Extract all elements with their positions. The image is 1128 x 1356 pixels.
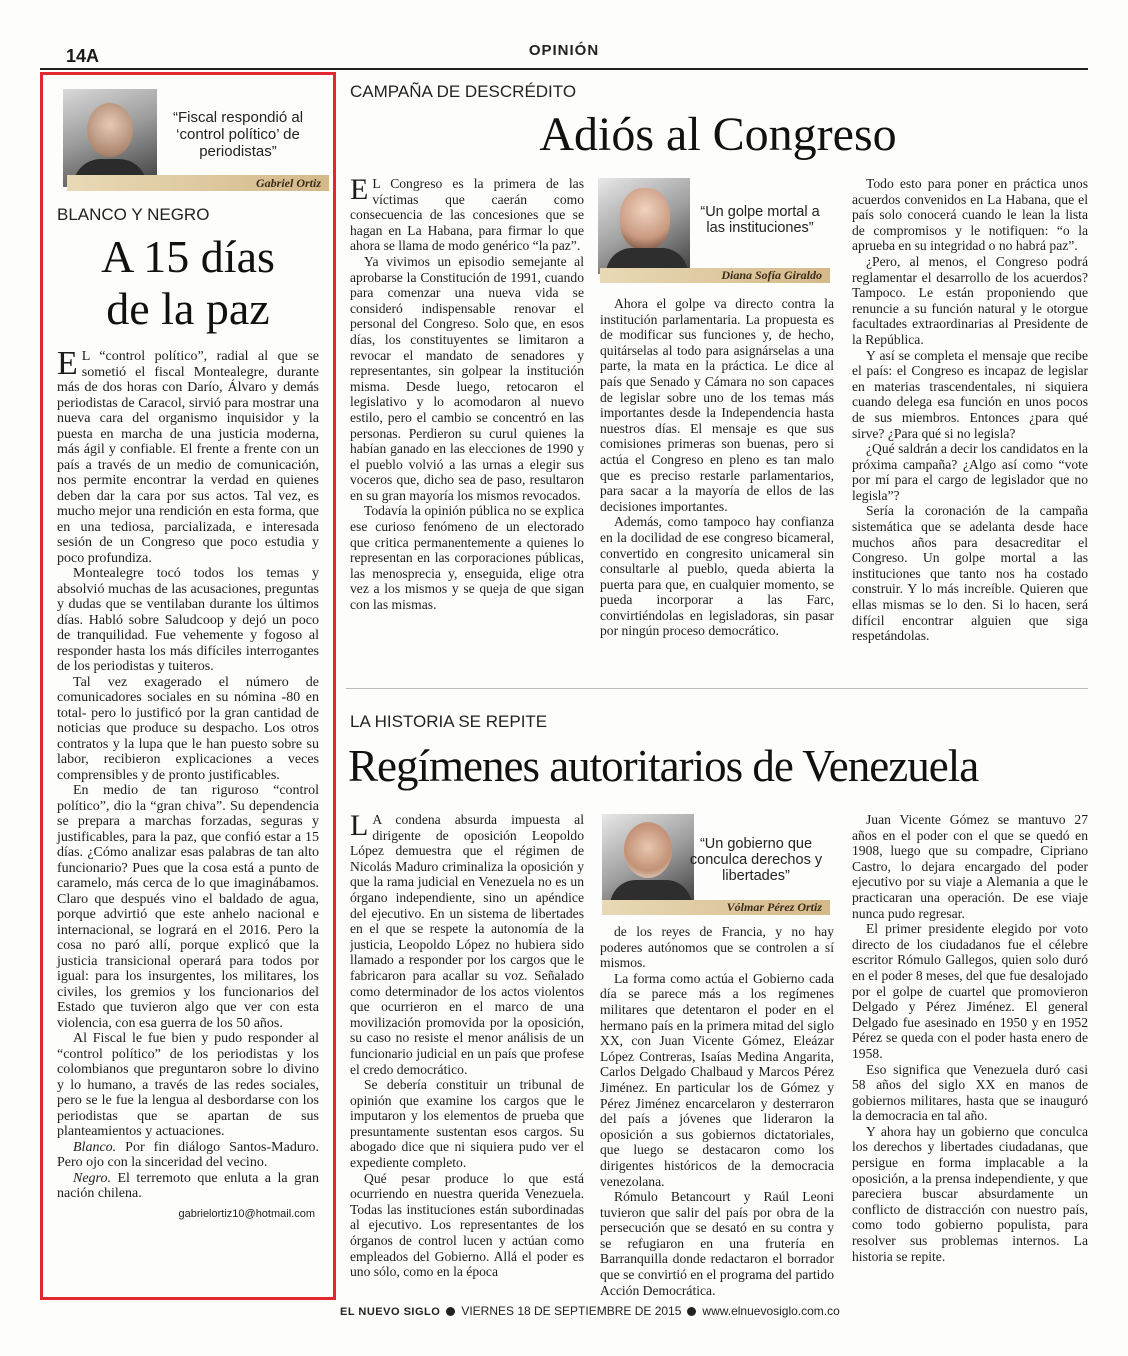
article2-headline: Regímenes autoritarios de Venezuela [348, 741, 979, 791]
article1-kicker: CAMPAÑA DE DESCRÉDITO [350, 82, 577, 101]
article1-col3: Todo esto para poner en práctica unos acuerdos convenidos en La Habana, que el país solo conocerá cuando le lean la lista de compromisos y le notifiquen: “o la aprueba en su integridad o no habrá paz”. ¿Pero, al menos, el Congreso podrá reglamentar el desarrollo de los acuerdos? Tampoco. Le están proponiendo que renuncie a su función natural y le otorgue facultades extraordinarias al Presidente de la República. Y así se completa el mensaje que recibe el país: el Congreso es incapaz de legislar en materias trascendentales, ni siquiera cuando delega esa función en unos pocos de sus miembros. Entonces ¿para qué sirve? ¿Para qué si no legisla? ¿Qué saldrán a decir los candidatos en la próxima campaña? ¿Algo así como “vote por mí para el cargo de legislador que no legisla”? Sería la coronación de la campaña sistemática que se adelanta desde hace muchos años para desacreditar el Congreso. Un golpe mortal a las instituciones que tanto nos ha costado construir. Y lo más increíble. Quieren que ellas mismas se lo den. Si lo hacen, será difícil encontrar alguien que siga respetándolas. [852, 176, 1088, 644]
page-footer [340, 1304, 1088, 1324]
author-name: Diana Sofía Giraldo [600, 268, 830, 283]
column-blanco-y-negro [40, 72, 336, 1300]
article2-col3: Juan Vicente Gómez se mantuvo 27 años en el poder con el que se quedó en 1908, luego que su compadre, Cipriano Castro, lo dejara encargado del poder ejecutivo por su viaje a Alemania a que le practicaran una operación. De ese viaje nunca pudo regresar. El primer presidente elegido por voto directo de los ciudadanos fue el célebre escritor Rómulo Gallegos, quien solo duró en el poder 8 meses, del que fue desalojado por el golpe de cuartel que promovieron Delgado y Pérez Jiménez. El general Delgado fue asesinado en 1950 y en 1952 Pérez se queda con el poder hasta enero de 1958. Eso significa que Venezuela duró casi 58 años del siglo XX en manos de gobiernos militares, hasta que se inauguró la democracia en tal año. Y ahora hay un gobierno que conculca los derechos y libertades ciudadanas, que persigue en forma implacable a la oposición, a la prensa independiente, y que pareciera buscar absurdamente un conflicto de distracción con nuestro país, como todo gobierno populista, para resolver sus problemas internos. La historia se repite. [852, 812, 1088, 1264]
author-photo [602, 814, 694, 906]
bullet-icon [687, 1307, 696, 1316]
newspaper-logo: EL NUEVO SIGLO [340, 1306, 441, 1318]
drop-cap: E [57, 345, 78, 382]
article1-author-box [598, 174, 830, 286]
author-email[interactable]: gabrielortiz10@hotmail.com [178, 1207, 315, 1220]
bullet-icon [446, 1307, 455, 1316]
author-photo [598, 178, 690, 274]
paragraph: E L “control político”, radial al que se sometió el fiscal Montealegre, durante más de dos horas con Darío, Álvaro y demás periodistas de Caracol, sirvió para mostrar una nueva cara del organismo inquisidor y la puesta en marcha de una justicia moderna, más ágil y confiable. El frente a frente con un país a través de un medio de comunicación, nos permite encontrar la verdad en quienes deben dar la cara por sus actos. Tal vez, es mucho mejor una rendición en esta forma, que en una tediosa, parcializada, e interesada sesión de un Congreso que poco estudia y poco profundiza. [57, 345, 319, 566]
negro-note: Negro. El terremoto que enluta a la gran nación chilena. [57, 1170, 319, 1201]
footer-date: VIERNES 18 DE SEPTIEMBRE DE 2015 [461, 1304, 682, 1318]
drop-cap: E [350, 176, 369, 206]
article-divider [346, 688, 1088, 689]
drop-cap: L [350, 812, 369, 842]
page-header [40, 40, 1088, 70]
author-box [53, 83, 323, 195]
paragraph: En medio de tan riguroso “control político”, dio la “gran chiva”. Su dependencia se prepara a marchas forzadas, seguras y justificables, para la paz, que confió estar a 15 días. ¿Cómo analizar esas palabras de tan alto funcionario? Pues que la cosa está a punto de caramelo, más cerca de lo que imaginábamos. Claro que después vino el baldado de agua, porque advirtió que este anhelo nacional e internacional, se logrará en el 2016. Pero la cosa no paró allí, porque explicó que la justicia transicional operará para todos por igual: para los insurgentes, los militares, los civiles, los gremios y los funcionarios del Estado que tuvieron algo que ver con esta violencia, con esa guerra de los 50 años. [57, 783, 319, 1031]
page-number: 14A [66, 46, 100, 66]
paragraph: Al Fiscal le fue bien y pudo responder al “control político” de los periodistas y los colombianos que preguntaron sobre lo divino y lo humano, a través de las redes sociales, pero se le fue la lengua al desbordarse con los periodistas que se apartan de sus planteamientos y actuaciones. [57, 1031, 319, 1139]
article1-col2: Ahora el golpe va directo contra la institución parlamentaria. La propuesta es de modificar sus funciones y, de hecho, quitárselas al todo para asignárselas a una parte, la mata en la práctica. Le dice al país que Senado y Cámara no son capaces de legislar sobre uno de los temas más importantes desde la Independencia hasta nuestros días. El mensaje es que sus comisiones primeras son buenas, pero si actúa el Congreso en pleno es tan malo que es preciso restarle parlamentarios, para sacar a la mayoría de ellos de las decisiones importantes. Además, como tampoco hay confianza en la docilidad de ese congreso bicameral, convertido en congresito unicameral sin consultarle al pueblo, queda abierta la puerta para que, en cualquier momento, se pueda incorporar a las Farc, convirtiéndolas en legisladoras, sin pasar por ningún proceso democrático. [600, 296, 834, 639]
author-quote: “Fiscal respondió al ‘control político’ de periodistas” [172, 109, 304, 160]
section-title: OPINIÓN [528, 42, 600, 59]
article2-author-box [600, 810, 830, 918]
author-name: Gabriel Ortiz [67, 175, 329, 191]
author-quote: “Un gobierno que conculca derechos y libertades” [689, 836, 823, 884]
article2-kicker: LA HISTORIA SE REPITE [350, 712, 548, 731]
article1-col1: E L Congreso es la primera de las víctimas que caerán como consecuencia de las concesiones que se hagan en La Habana, para firmar lo que ahora se llama de modo genérico “la paz”. Ya vivimos un episodio semejante al aprobarse la Constitución de 1991, cuando para comenzar una nueva vida se consideró indispensable renovar el personal del Congreso. Solo que, en esos días, los constituyentes se limitaron a revocar el mandato de senadores y representantes, sin golpear la institución misma. Desde luego, retocaron el legislativo y lo acomodaron al nuevo estilo, pero el cambio se concentró en las personas. Perdieron su curul quienes la habían ganado en las elecciones de 1990 y el pueblo volvió a las urnas a elegir sus voceros que, dicho sea de paso, resultaron en su gran mayoría los mismos revocados. Todavía la opinión pública no se explica ese curioso fenómeno de un electorado que critica permanentemente a quienes lo representan en las corporaciones públicas, las menosprecia y, enseguida, elige otra vez a los mismos y se queja de que sigan con las mismas. [350, 176, 584, 613]
headline-line-1: A 15 días [101, 231, 275, 282]
headline-line-2: de la paz [106, 283, 270, 334]
article2-col2: de los reyes de Francia, y no hay poderes autónomos que se controlen a sí mismos. La forma como actúa el Gobierno cada día se parece más a los regímenes militares que detentaron el poder en el hermano país en la primera mitad del siglo XX, con Juan Vicente Gómez, Eleázar López Contreras, Isaías Medina Angarita, Carlos Delgado Chalbaud y Marcos Pérez Jiménez. En particular los de Gómez y Pérez Jiménez encarcelaron y desterraron del país a jóvenes que lideraron la oposición a sus gobiernos dictatoriales, que luego se destacaron como los dirigentes históricos de la democracia venezolana. Rómulo Betancourt y Raúl Leoni tuvieron que salir del país por obra de la persecución que se desató en su contra y se refugiaron en una frutería en Barranquilla donde redactaron el borrador que se convirtió en el programa del partido Acción Democrática. [600, 924, 834, 1298]
column-kicker: BLANCO Y NEGRO [57, 205, 210, 224]
blanco-note: Blanco. Por fin diálogo Santos-Maduro. Pero ojo con la sinceridad del vecino. [57, 1139, 319, 1170]
author-photo [63, 89, 157, 187]
column-body [53, 345, 323, 1220]
paragraph: Tal vez exagerado el número de comunicadores sociales en su nómina -80 en total- pero lo justificó por la gran cantidad de noticias que produce su despacho. Los otros contratos y la lupa que le han puesto sobre su labor, recibieron explicaciones a veces comprensibles y de pronto justificables. [57, 674, 319, 783]
author-name: Vólmar Pérez Ortiz [602, 900, 830, 915]
article2-col1: L A condena absurda impuesta al dirigente de oposición Leopoldo López demuestra que el régimen de Nicolás Maduro criminaliza la oposición y que la rama judicial en Venezuela no es un órgano independiente, sino un apéndice del ejecutivo. En un sistema de libertades en el que se respete la autonomía de la justicia, Leopoldo López no hubiera sido llamado a responder por los cargos que le fabricaron para acallar su voz. Señalado como determinador de los actos violentos que ocurrieron en el marco de una movilización promovida por la oposición, su caso no resiste el menor análisis de un funcionario judicial en un país que profese el credo democrático. Se debería constituir un tribunal de opinión que examine los cargos que le imputaron y los elementos de prueba que presuntamente sustentan esos cargos. Su abogado dice que ni siquiera pudo ver el expediente completo. Qué pesar produce lo que está ocurriendo en nuestra querida Venezuela. Todas las instituciones están subordinadas al ejecutivo. Los representantes de los órganos de control lucen y actúan como empleados del Gobierno. Allá el poder es uno sólo, como en la época [350, 812, 584, 1280]
column-headline [53, 231, 323, 335]
article1-headline: Adiós al Congreso [539, 108, 897, 161]
author-quote: “Un golpe mortal a las instituciones” [700, 204, 820, 236]
footer-url[interactable]: www.elnuevosiglo.com.co [702, 1304, 840, 1318]
paragraph: Montealegre tocó todos los temas y absolvió muchas de las acusaciones, preguntas y dudas que se ventilaban durante los últimos días. Habló sobre Saludcoop y dejó un poco de tranquilidad. Fue vehemente y fogoso al responder hasta los más difíciles interrogantes de los periodistas y tuiteros. [57, 566, 319, 674]
